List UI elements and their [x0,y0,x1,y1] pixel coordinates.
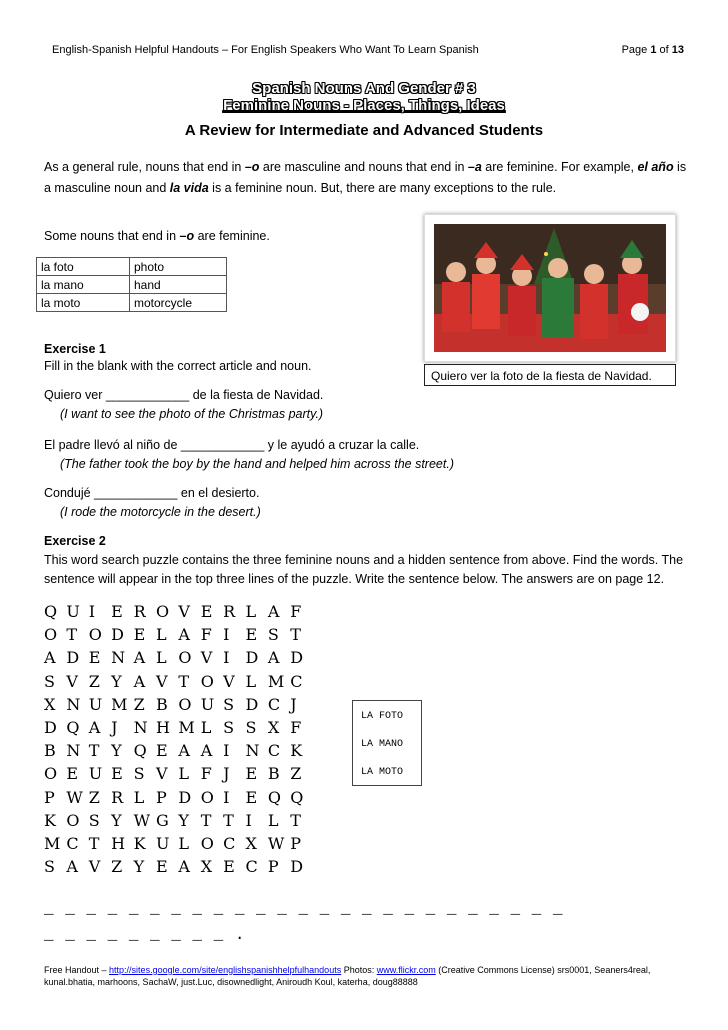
puzzle-letter[interactable]: O [200,671,214,691]
puzzle-row [44,832,313,855]
puzzle-letter[interactable]: D [111,625,124,645]
puzzle-letter[interactable]: O [178,648,192,668]
puzzle-row [44,786,313,809]
puzzle-letter[interactable]: K [44,810,56,830]
page-tagline: A Review for Intermediate and Advanced Students [184,122,544,139]
puzzle-letter[interactable]: Q [66,718,80,738]
puzzle-letter[interactable]: U [155,834,170,854]
puzzle-letter[interactable]: V [223,671,235,691]
puzzle-letter[interactable]: O [44,625,58,645]
flickr-link[interactable]: www.flickr.com [376,965,436,975]
puzzle-letter[interactable]: A [178,741,190,761]
puzzle-letter[interactable]: K [133,834,146,854]
puzzle-letter[interactable]: E [111,602,123,621]
puzzle-letter[interactable]: T [88,834,100,854]
exercise-translation: (The father took the boy by the hand and helped him across the street.) [60,457,454,471]
puzzle-letter[interactable]: A [267,648,280,668]
puzzle-letter[interactable]: I [223,741,230,761]
puzzle-letter[interactable]: F [290,602,302,621]
footer-credits: Free Handout – http://sites.google.com/site/englishspanishhelpfulhandouts Photos: www.flickr.com (Creative Commons License) srs0001, Seaners4real, kunal.bhatia, marhoons, SachaW, just.Luc, disownedlight, Aniroudh Koul, katerha, doug88888 [44,965,651,987]
puzzle-letter[interactable]: W [267,834,285,854]
exercise-sentence: Quiero ver ____________ de la fiesta de Navidad. [44,388,324,402]
puzzle-letter[interactable]: X [44,694,56,714]
puzzle-letter[interactable]: T [290,810,301,830]
puzzle-letter[interactable]: R [223,602,236,621]
vocab-english: hand [130,276,227,294]
puzzle-row [44,623,313,646]
puzzle-letter[interactable]: X [200,857,213,877]
puzzle-letter[interactable]: Q [133,741,147,761]
answer-blanks-line1[interactable]: _ _ _ _ _ _ _ _ _ _ _ _ _ _ _ _ _ _ _ _ _ _ _ _ _ [44,900,564,918]
puzzle-letter[interactable]: Y [133,857,145,877]
exercise2-instruction: This word search puzzle contains the three feminine nouns and a hidden sentence from above. Find the words. The sentence will appear in the top three lines of the puzzle. Write the sentence below. The answers are on page 12. [44,553,684,586]
puzzle-letter[interactable]: P [155,787,167,807]
puzzle-letter[interactable]: Z [133,694,145,714]
puzzle-letter[interactable]: R [133,602,146,621]
puzzle-letter[interactable]: A [133,671,146,691]
table-row [37,276,227,294]
puzzle-letter[interactable]: O [44,764,58,784]
puzzle-letter[interactable]: V [178,602,190,621]
puzzle-letter[interactable]: E [245,787,258,807]
puzzle-letter[interactable]: Q [267,787,282,807]
page-subtitle: Feminine Nouns - Places, Things, Ideas [223,97,505,114]
puzzle-letter[interactable]: U [88,764,103,784]
puzzle-letter[interactable]: I [223,648,230,668]
puzzle-letter[interactable]: G [155,810,169,830]
puzzle-letter[interactable]: C [267,741,281,761]
puzzle-letter[interactable]: L [245,602,257,621]
puzzle-letter[interactable]: A [44,648,56,668]
word-list-item: LA MANO [361,739,404,750]
puzzle-letter[interactable]: Y [111,741,122,761]
puzzle-letter[interactable]: X [245,834,257,854]
puzzle-letter[interactable]: O [88,625,102,645]
puzzle-letter[interactable]: T [88,741,100,761]
puzzle-row [44,809,313,832]
puzzle-letter[interactable]: J [290,694,297,714]
puzzle-letter[interactable]: W [133,810,151,830]
puzzle-letter[interactable]: V [200,648,213,668]
puzzle-letter[interactable]: D [290,857,304,877]
word-list-box [352,700,422,786]
puzzle-letter[interactable]: N [66,741,81,761]
puzzle-row [44,646,313,669]
puzzle-letter[interactable]: N [245,741,260,761]
vocab-table [36,257,227,312]
puzzle-letter[interactable]: F [200,625,212,645]
puzzle-letter[interactable]: L [178,834,189,854]
puzzle-letter[interactable]: L [245,671,257,691]
puzzle-letter[interactable]: A [267,602,280,621]
puzzle-letter[interactable]: Z [88,671,100,691]
puzzle-letter[interactable]: E [66,764,79,784]
puzzle-letter[interactable]: E [200,602,213,621]
puzzle-letter[interactable]: K [290,741,303,761]
puzzle-letter[interactable]: C [245,857,258,877]
puzzle-letter[interactable]: O [66,810,80,830]
puzzle-letter[interactable]: N [111,648,126,668]
puzzle-letter[interactable]: E [245,764,258,784]
puzzle-letter[interactable]: S [223,694,235,714]
puzzle-letter[interactable]: Z [88,787,100,807]
handouts-link[interactable]: http://sites.google.com/site/englishspanishhelpfulhandouts [109,965,342,975]
puzzle-letter[interactable]: E [133,625,146,645]
puzzle-letter[interactable]: X [267,718,280,738]
puzzle-letter[interactable]: E [88,648,101,668]
word-list-item: LA FOTO [361,711,404,722]
puzzle-letter[interactable]: E [223,857,235,877]
page-title: Spanish Nouns And Gender # 3 [252,80,476,97]
puzzle-letter[interactable]: M [111,694,128,714]
puzzle-letter[interactable]: C [66,834,79,854]
party-photo-illustration [434,224,666,352]
exercise1-item [44,386,694,424]
puzzle-letter[interactable]: S [223,718,235,738]
header-title: English-Spanish Helpful Handouts – For English Speakers Who Want To Learn Spanish [52,44,479,56]
puzzle-letter[interactable]: Z [290,764,302,784]
puzzle-letter[interactable]: V [155,671,168,691]
puzzle-letter[interactable]: Y [111,671,122,691]
puzzle-letter[interactable]: C [290,671,303,691]
puzzle-letter[interactable]: N [133,718,148,738]
puzzle-letter[interactable]: Y [178,810,189,830]
puzzle-letter[interactable]: N [66,694,81,714]
exercise-translation: (I rode the motorcycle in the desert.) [60,505,261,519]
puzzle-letter[interactable]: T [66,625,78,645]
puzzle-letter[interactable]: M [267,671,285,691]
puzzle-letter[interactable]: Q [290,787,304,807]
puzzle-letter[interactable]: L [267,810,279,830]
puzzle-letter[interactable]: V [88,857,101,877]
puzzle-row [44,716,313,739]
puzzle-letter[interactable]: H [155,718,170,738]
page-indicator: Page 1 of 13 [621,44,684,56]
puzzle-row [44,855,313,878]
puzzle-letter[interactable]: A [88,718,101,738]
exercise-sentence: El padre llevó al niño de ____________ y le ayudó a cruzar la calle. [44,438,420,452]
puzzle-letter[interactable]: O [200,787,214,807]
vocab-english: motorcycle [130,294,227,312]
word-list-item: LA MOTO [361,767,404,778]
puzzle-letter[interactable]: B [155,694,168,714]
exercise1 [44,341,694,375]
puzzle-letter[interactable]: D [290,648,304,668]
puzzle-letter[interactable]: O [178,694,192,714]
puzzle-letter[interactable]: I [223,625,230,645]
some-nouns-text: Some nouns that end in –o are feminine. [44,229,270,243]
exercise2 [44,532,694,589]
puzzle-letter[interactable]: R [111,787,124,807]
exercise-sentence: Condujé ____________ en el desierto. [44,486,260,500]
puzzle-letter[interactable]: D [178,787,192,807]
puzzle-letter[interactable]: I [223,787,230,807]
puzzle-letter[interactable]: V [155,764,168,784]
puzzle-letter[interactable]: S [88,810,100,830]
puzzle-letter[interactable]: U [200,694,215,714]
vocab-english: photo [130,258,227,276]
vocab-spanish: la mano [37,276,130,294]
puzzle-letter[interactable]: F [290,718,302,738]
photo-image [434,224,666,352]
puzzle-row [44,600,313,623]
puzzle-letter[interactable]: D [44,718,57,738]
puzzle-letter[interactable]: I [245,810,252,830]
puzzle-letter[interactable]: E [245,625,258,645]
puzzle-letter[interactable]: T [223,810,234,830]
exercise2-title: Exercise 2 [44,534,106,548]
puzzle-letter[interactable]: J [223,764,230,784]
exercise1-item [44,484,694,522]
puzzle-letter[interactable]: L [155,625,167,645]
puzzle-letter[interactable]: P [267,857,279,877]
puzzle-letter[interactable]: S [44,857,55,877]
puzzle-letter[interactable]: A [200,741,213,761]
vocab-spanish: la foto [37,258,130,276]
puzzle-letter[interactable]: I [88,602,96,621]
table-row [37,258,227,276]
exercise1-item [44,436,694,474]
puzzle-letter[interactable]: S [133,764,145,784]
puzzle-letter[interactable]: S [245,718,257,738]
exercise-translation: (I want to see the photo of the Christmas party.) [60,407,324,421]
photo-caption: Quiero ver la foto de la fiesta de Navidad. [424,364,676,386]
puzzle-letter[interactable]: U [88,694,103,714]
puzzle-letter[interactable]: E [111,764,123,784]
puzzle-letter[interactable]: D [66,648,80,668]
puzzle-letter[interactable]: T [178,671,190,691]
puzzle-letter[interactable]: M [44,834,61,854]
exercise1-instruction: Fill in the blank with the correct article and noun. [44,359,312,373]
puzzle-letter[interactable]: Q [44,602,58,621]
puzzle-letter[interactable]: D [245,694,259,714]
puzzle-letter[interactable]: A [66,857,78,877]
puzzle-letter[interactable]: W [66,787,83,807]
puzzle-letter[interactable]: A [178,625,190,645]
puzzle-letter[interactable]: L [155,648,167,668]
puzzle-row [44,739,313,762]
exercise1-title: Exercise 1 [44,342,106,356]
puzzle-letter[interactable]: C [267,694,281,714]
puzzle-letter[interactable]: B [44,741,56,761]
puzzle-letter[interactable]: P [290,834,302,854]
word-search-grid [44,600,313,878]
puzzle-letter[interactable]: J [111,718,118,738]
puzzle-letter[interactable]: T [200,810,212,830]
puzzle-letter[interactable]: C [223,834,236,854]
answer-blanks-line2[interactable]: _ _ _ _ _ _ _ _ _ . [44,926,246,944]
puzzle-letter[interactable]: S [44,671,55,691]
puzzle-letter[interactable]: D [245,648,259,668]
puzzle-letter[interactable]: Z [111,857,123,877]
vocab-spanish: la moto [37,294,130,312]
puzzle-letter[interactable]: P [44,787,55,807]
table-row [37,294,227,312]
puzzle-letter[interactable]: A [133,648,146,668]
puzzle-letter[interactable]: M [178,718,195,738]
puzzle-letter[interactable]: L [133,787,145,807]
puzzle-letter[interactable]: Y [111,810,122,830]
puzzle-letter[interactable]: A [178,857,190,877]
puzzle-letter[interactable]: B [267,764,280,784]
puzzle-letter[interactable]: O [200,834,214,854]
intro-paragraph: As a general rule, nouns that end in –o are masculine and nouns that end in –a are feminine. For example, el año is a masculine noun and la vida is a feminine noun. But, there are many exceptions to the rule. [44,160,687,195]
christmas-party-photo [424,214,676,362]
puzzle-letter[interactable]: O [155,602,170,621]
puzzle-letter[interactable]: T [290,625,301,645]
puzzle-letter[interactable]: E [155,857,168,877]
puzzle-letter[interactable]: L [178,764,189,784]
puzzle-row [44,762,313,785]
puzzle-letter[interactable]: L [200,718,212,738]
puzzle-letter[interactable]: F [200,764,212,784]
puzzle-letter[interactable]: E [155,741,168,761]
puzzle-letter[interactable]: V [66,671,78,691]
puzzle-letter[interactable]: S [267,625,279,645]
puzzle-letter[interactable]: H [111,834,126,854]
puzzle-row [44,693,313,716]
puzzle-letter[interactable]: U [66,602,80,621]
puzzle-row [44,670,313,693]
